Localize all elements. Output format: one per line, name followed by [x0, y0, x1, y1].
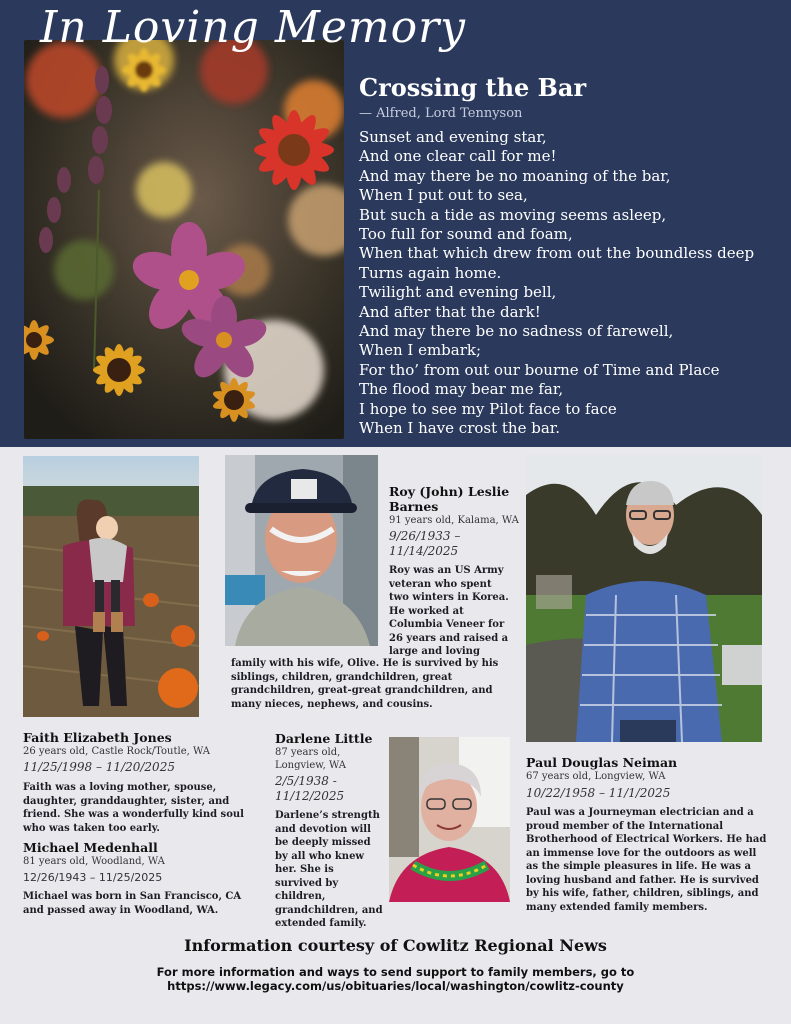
poem-line: Too full for sound and foam,	[359, 225, 573, 244]
poem-line: When I have crost the bar.	[359, 419, 561, 438]
faith-jones-dates: 11/25/1998 – 11/20/2025	[23, 760, 175, 774]
poem-line: Sunset and evening star,	[359, 128, 547, 146]
paul-neiman-dates: 10/22/1958 – 11/1/2025	[526, 786, 671, 800]
legacy-link[interactable]: https://www.legacy.com/us/obituaries/local/washington/cowlitz-county	[167, 979, 624, 993]
poem-line: I hope to see my Pilot face to face	[359, 399, 617, 418]
flower-bouquet-photo	[24, 40, 344, 439]
poem-line: When I put out to sea,	[359, 186, 528, 205]
darlene-little-dates: 2/5/1938 - 11/12/2025	[275, 774, 345, 803]
darlene-little-photo	[389, 737, 510, 902]
poem-line: But such a tide as moving seems asleep,	[359, 205, 667, 224]
paul-neiman-meta: 67 years old, Longview, WA	[526, 771, 666, 782]
poem-line: The flood may bear me far,	[359, 380, 564, 399]
roy-barnes-body-narrow: Roy was an US Army veteran who spent two winters in Korea. He worked at Columbia Veneer for 26 years and raised a large and loving	[389, 565, 509, 657]
poem-line: And one clear call for me!	[359, 147, 557, 166]
courtesy-heading: Information courtesy of Cowlitz Regional News	[184, 936, 607, 955]
more-info-text	[0, 965, 791, 993]
poem-line: And may there be no sadness of farewell,	[359, 322, 674, 341]
poem-line: And may there be no moaning of the bar,	[359, 166, 671, 185]
poem-title: Crossing the Bar	[359, 73, 587, 102]
michael-medenhall-body: Michael was born in San Francisco, CA and passed away in Woodland, WA.	[23, 891, 242, 916]
faith-jones-body: Faith was a loving mother, spouse, daughter, granddaughter, sister, and friend. She was a wonderfully kind soul who was taken too early.	[23, 782, 244, 834]
flower-bouquet-illustration	[24, 40, 344, 439]
paul-neiman-body: Paul was a Journeyman electrician and a proud member of the International Brotherhood of Electrical Workers. He had an immense love for the outdoors as well as the simple pleasures in life. He was a loving husband and father. He is survived by his wife, father, children, siblings, and many extended family members.	[526, 807, 767, 913]
michael-medenhall-name: Michael Medenhall	[23, 840, 158, 855]
paul-neiman-name: Paul Douglas Neiman	[526, 755, 678, 770]
poem-author: — Alfred, Lord Tennyson	[359, 106, 523, 121]
faith-jones-photo	[23, 456, 199, 717]
roy-barnes-meta: 91 years old, Kalama, WA	[389, 515, 519, 526]
banner-title: In Loving Memory	[40, 2, 467, 53]
roy-barnes-photo	[225, 455, 378, 646]
poem-line: Turns again home.	[359, 263, 502, 282]
poem-line: For tho’ from out our bourne of Time and Place	[359, 360, 720, 379]
poem-lines	[359, 128, 754, 439]
roy-barnes-name: Roy (John) Leslie Barnes	[389, 484, 510, 514]
faith-jones-name: Faith Elizabeth Jones	[23, 730, 172, 745]
michael-medenhall-meta: 81 years old, Woodland, WA	[23, 856, 165, 867]
more-info-line: For more information and ways to send support to family members, go to	[156, 965, 635, 979]
poem-line: And after that the dark!	[359, 302, 541, 321]
poem-line: When that which drew from out the boundless deep	[359, 244, 755, 263]
memorial-banner	[0, 0, 791, 447]
michael-medenhall-dates: 12/26/1943 – 11/25/2025	[23, 871, 163, 884]
roy-barnes-body-wide: family with his wife, Olive. He is survived by his siblings, children, grandchildren, great grandchildren, great-great grandchildren, and many nieces, nephews, and cousins.	[231, 658, 499, 710]
poem-line: When I embark;	[359, 341, 482, 360]
darlene-little-body: Darlene’s strength and devotion will be deeply missed by all who knew her. She is survived by children, grandchildren, and extended family.	[275, 810, 383, 929]
roy-barnes-dates: 9/26/1933 – 11/14/2025	[389, 529, 461, 558]
darlene-little-name: Darlene Little	[275, 731, 373, 746]
poem-line: Twilight and evening bell,	[359, 283, 557, 302]
faith-jones-meta: 26 years old, Castle Rock/Toutle, WA	[23, 746, 210, 757]
darlene-little-meta: 87 years old, Longview, WA	[275, 747, 347, 771]
paul-neiman-photo	[526, 455, 762, 742]
